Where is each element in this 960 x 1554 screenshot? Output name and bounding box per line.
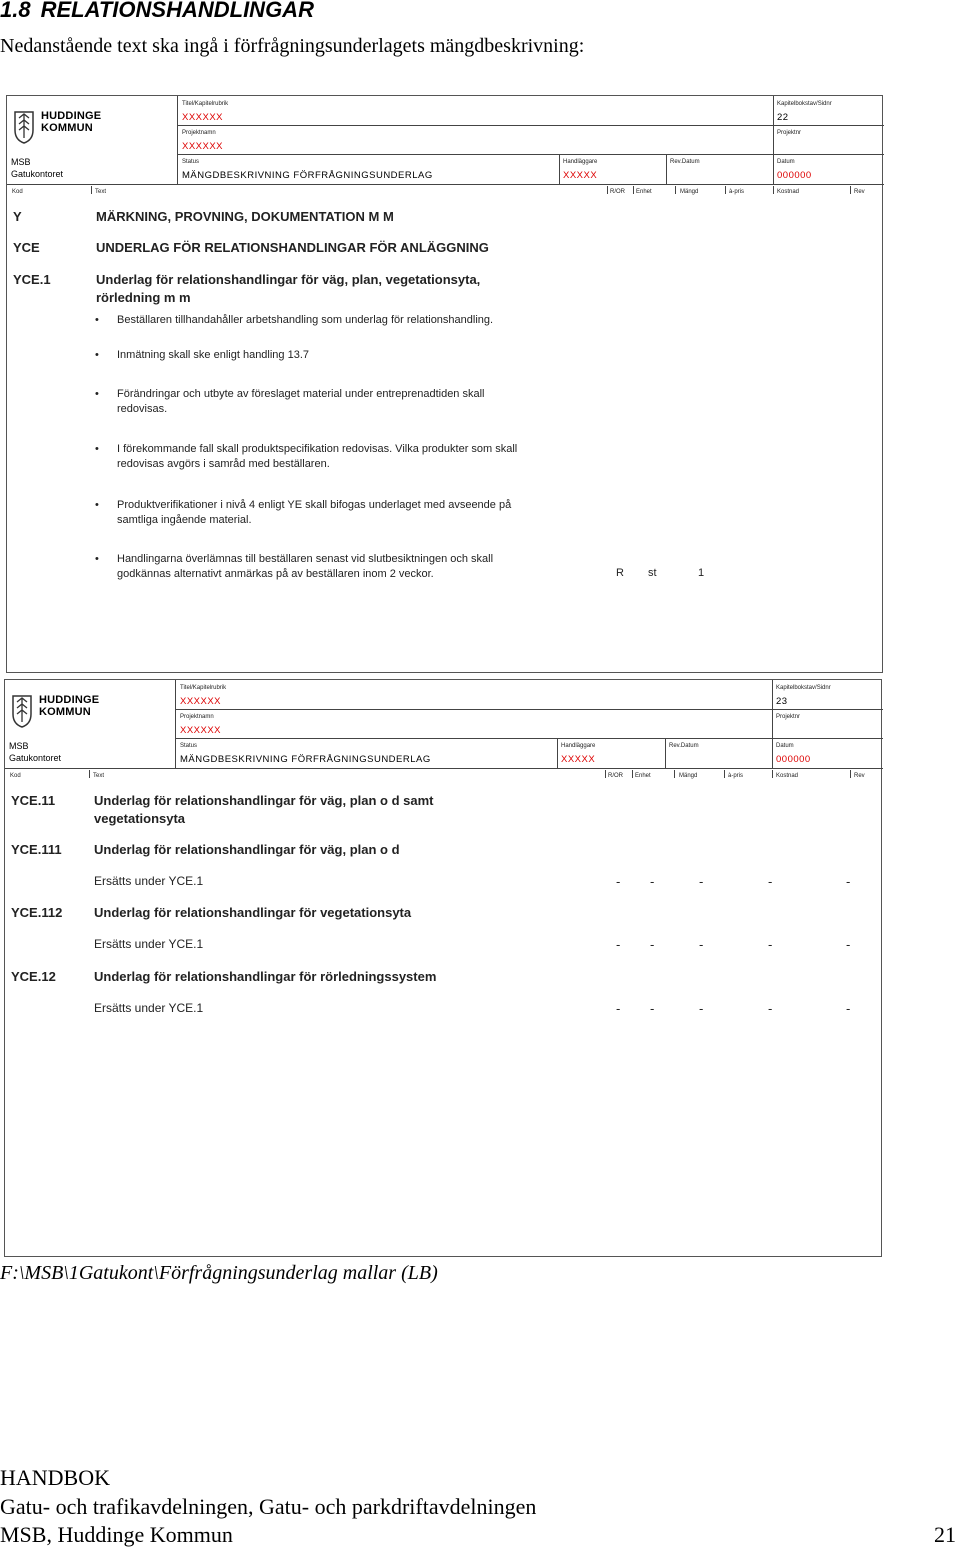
label-kapitel: Kapitelbokstav/Sidnr (777, 101, 832, 107)
col-kod: Kod (12, 189, 23, 195)
col-mangd: Mängd (680, 189, 699, 195)
bullet-item: • Förändringar och utbyte av föreslaget material under entreprenadtiden skall redovisas. (117, 387, 485, 417)
value-quantity: 1 (698, 567, 705, 579)
row-code: YCE.1 (13, 272, 51, 287)
row-title: Underlag för relationshandlingar för väg, plan o d (94, 842, 400, 857)
row-title: Underlag för relationshandlingar för rörledningssystem (94, 969, 437, 984)
label-handlaggare: Handläggare (561, 743, 596, 749)
col-rdr: R/OR (608, 773, 623, 779)
cell-dash: - (846, 1001, 851, 1016)
row-note: Ersätts under YCE.1 (94, 874, 204, 888)
label-status: Status (180, 743, 198, 749)
cell-dash: - (846, 874, 851, 889)
label-title: Titel/Kapitelrubrik (182, 101, 229, 107)
col-text: Text (93, 773, 105, 779)
value-r: R (616, 567, 624, 579)
cell-dash: - (616, 937, 621, 952)
value-sidnr: 22 (777, 112, 789, 123)
label-handlaggare: Handläggare (563, 159, 598, 165)
form-sheet-page-22 (6, 95, 883, 673)
value-title: XXXXXX (180, 696, 222, 707)
value-status: MÄNGDBESKRIVNING FÖRFRÅGNINGSUNDERLAG (182, 170, 433, 181)
col-apris: à-pris (728, 773, 744, 779)
col-enhet: Enhet (636, 189, 652, 195)
row-code: YCE.111 (11, 842, 62, 857)
value-datum: 000000 (777, 170, 812, 181)
value-handlaggare: XXXXX (561, 754, 596, 765)
footer-handbook: HANDBOK (0, 1465, 110, 1490)
bullet-item: • Handlingarna överlämnas till beställaren senast vid slutbesiktningen och skall godkännas alternativt anmärkas på av beställaren inom 2 veckor. (117, 552, 493, 582)
row-title: Underlag för relationshandlingar för väg, plan, vegetationsyta, rörledning m m (96, 272, 481, 305)
row-title: UNDERLAG FÖR RELATIONSHANDLINGAR FÖR ANLÄGGNING (96, 240, 489, 255)
unit-gatukontoret: Gatukontoret (9, 753, 62, 763)
label-title: Titel/Kapitelrubrik (180, 685, 227, 691)
col-kostnad: Kostnad (777, 189, 800, 195)
cell-dash: - (650, 1001, 655, 1016)
page-number: 21 (934, 1522, 956, 1547)
cell-dash: - (616, 874, 621, 889)
section-title: RELATIONSHANDLINGAR (40, 0, 314, 22)
value-title: XXXXXX (182, 112, 224, 123)
row-code: Y (13, 209, 22, 224)
col-mangd: Mängd (679, 773, 698, 779)
cell-dash: - (616, 1001, 621, 1016)
label-revdatum: Rev.Datum (670, 159, 700, 165)
cell-dash: - (768, 874, 773, 889)
value-unit: st (648, 567, 657, 579)
unit-gatukontoret: Gatukontoret (11, 169, 64, 179)
huddinge-logo-icon (13, 110, 35, 144)
value-datum: 000000 (776, 754, 811, 765)
row-note: Ersätts under YCE.1 (94, 1001, 204, 1015)
label-projektnr: Projektnr (776, 714, 801, 720)
col-enhet: Enhet (635, 773, 651, 779)
value-status: MÄNGDBESKRIVNING FÖRFRÅGNINGSUNDERLAG (180, 754, 431, 765)
unit-msb: MSB (9, 741, 29, 751)
label-project: Projektnamn (180, 714, 214, 720)
col-apris: à-pris (729, 189, 745, 195)
cell-dash: - (699, 874, 704, 889)
section-number: 1.8 (0, 0, 31, 22)
huddinge-logo-icon (11, 694, 33, 728)
value-sidnr: 23 (776, 696, 788, 707)
col-kod: Kod (10, 773, 21, 779)
unit-msb: MSB (11, 157, 31, 167)
col-rev: Rev (854, 773, 865, 779)
label-kapitel: Kapitelbokstav/Sidnr (776, 685, 831, 691)
cell-dash: - (699, 1001, 704, 1016)
value-project: XXXXXX (180, 725, 222, 736)
org-name: HUDDINGE KOMMUN (39, 694, 100, 718)
org-name: HUDDINGE KOMMUN (41, 110, 102, 134)
value-project: XXXXXX (182, 141, 224, 152)
section-heading (0, 0, 314, 23)
bullet-item: • I förekommande fall skall produktspecifikation redovisas. Vilka produkter som skall redovisas avgörs i samråd med beställaren. (117, 442, 517, 472)
footer-department: Gatu- och trafikavdelningen, Gatu- och parkdriftavdelningen (0, 1494, 537, 1519)
col-text: Text (95, 189, 107, 195)
row-title: Underlag för relationshandlingar för vegetationsyta (94, 905, 412, 920)
row-title: MÄRKNING, PROVNING, DOKUMENTATION M M (96, 209, 394, 224)
bullet-item: • Inmätning skall ske enligt handling 13.7 (117, 348, 309, 363)
value-handlaggare: XXXXX (563, 170, 598, 181)
file-path: F:\MSB\1Gatukont\Förfrågningsunderlag mallar (LB) (0, 1262, 438, 1284)
col-kostnad: Kostnad (776, 773, 799, 779)
label-datum: Datum (777, 159, 795, 165)
bullet-item: • Produktverifikationer i nivå 4 enligt YE skall bifogas underlaget med avseende på samtliga ingående material. (117, 498, 511, 528)
cell-dash: - (768, 937, 773, 952)
label-project: Projektnamn (182, 130, 216, 136)
cell-dash: - (650, 874, 655, 889)
cell-dash: - (650, 937, 655, 952)
footer-organization: MSB, Huddinge Kommun (0, 1522, 233, 1547)
form-sheet-page-23 (4, 679, 882, 1257)
bullet-item: • Beställaren tillhandahåller arbetshandling som underlag för relationshandling. (117, 313, 493, 328)
row-title: Underlag för relationshandlingar för väg, plan o d samt vegetationsyta (94, 793, 434, 826)
col-rdr: R/OR (610, 189, 625, 195)
intro-text: Nedanstående text ska ingå i förfrågningsunderlagets mängdbeskrivning: (0, 35, 585, 57)
cell-dash: - (699, 937, 704, 952)
row-code: YCE.112 (11, 905, 63, 920)
label-status: Status (182, 159, 200, 165)
row-code: YCE (13, 240, 40, 255)
cell-dash: - (846, 937, 851, 952)
row-note: Ersätts under YCE.1 (94, 937, 204, 951)
label-revdatum: Rev.Datum (669, 743, 699, 749)
cell-dash: - (768, 1001, 773, 1016)
col-rev: Rev (854, 189, 865, 195)
row-code: YCE.11 (11, 793, 56, 808)
label-datum: Datum (776, 743, 794, 749)
row-code: YCE.12 (11, 969, 56, 984)
label-projektnr: Projektnr (777, 130, 802, 136)
